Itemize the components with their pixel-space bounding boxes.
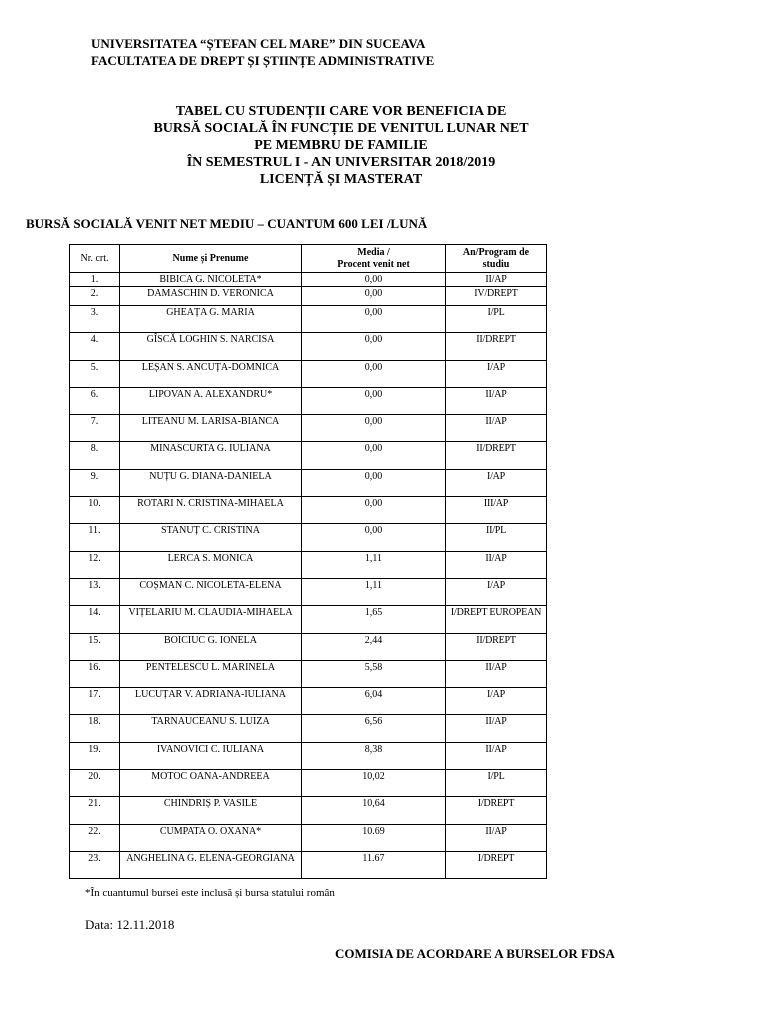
student-name: LITEANU M. LARISA-BIANCA: [120, 415, 302, 442]
study-program: I/DREPT: [446, 797, 547, 824]
table-row: [70, 497, 547, 524]
student-name: LIPOVAN A. ALEXANDRU*: [120, 387, 302, 414]
row-number: 5.: [70, 360, 120, 387]
student-name: MOTOC OANA-ANDREEA: [120, 770, 302, 797]
row-number: 19.: [70, 742, 120, 769]
row-number: 9.: [70, 469, 120, 496]
income-average: 8,38: [302, 742, 446, 769]
document-date: Data: 12.11.2018: [85, 917, 175, 932]
table-row: [70, 606, 547, 633]
student-name: GHEAȚA G. MARIA: [120, 306, 302, 333]
study-program: II/PL: [446, 524, 547, 551]
income-average: 0,00: [302, 387, 446, 414]
header-media-line-1: Media /: [357, 246, 390, 258]
income-average: 0,00: [302, 469, 446, 496]
student-name: LERCA S. MONICA: [120, 551, 302, 578]
table-row: [70, 578, 547, 605]
table-row: [70, 660, 547, 687]
income-average: 6,04: [302, 688, 446, 715]
study-program: II/DREPT: [446, 442, 547, 469]
student-name: BOICIUC G. IONELA: [120, 633, 302, 660]
table-header-row: [70, 245, 547, 273]
row-number: 17.: [70, 688, 120, 715]
income-average: 10.69: [302, 824, 446, 851]
study-program: I/DREPT: [446, 851, 547, 878]
income-average: 5,58: [302, 660, 446, 687]
income-average: 0,00: [302, 273, 446, 287]
table-row: [70, 442, 547, 469]
student-name: LUCUȚAR V. ADRIANA-IULIANA: [120, 688, 302, 715]
table-row: [70, 387, 547, 414]
row-number: 2.: [70, 287, 120, 306]
table-row: [70, 633, 547, 660]
document-title-line-3: PE MEMBRU DE FAMILIE: [254, 138, 428, 153]
row-number: 16.: [70, 660, 120, 687]
student-name: BIBICA G. NICOLETA*: [120, 273, 302, 287]
study-program: II/AP: [446, 824, 547, 851]
table-row: [70, 770, 547, 797]
study-program: I/AP: [446, 469, 547, 496]
row-number: 14.: [70, 606, 120, 633]
scholarship-table: [69, 244, 547, 879]
study-program: II/AP: [446, 273, 547, 287]
student-name: CHINDRIȘ P. VASILE: [120, 797, 302, 824]
table-row: [70, 715, 547, 742]
row-number: 15.: [70, 633, 120, 660]
header-media: [302, 245, 446, 273]
student-name: DAMASCHIN D. VERONICA: [120, 287, 302, 306]
study-program: I/AP: [446, 578, 547, 605]
student-name: LEȘAN S. ANCUȚA-DOMNICA: [120, 360, 302, 387]
income-average: 6,56: [302, 715, 446, 742]
student-name: VIȚELARIU M. CLAUDIA-MIHAELA: [120, 606, 302, 633]
document-title-line-2: BURSĂ SOCIALĂ ÎN FUNCȚIE DE VENITUL LUNAR NET: [153, 121, 529, 136]
document-title-line-5: LICENȚĂ ȘI MASTERAT: [259, 172, 423, 187]
row-number: 20.: [70, 770, 120, 797]
header-program-line-2: studiu: [482, 258, 510, 270]
student-name: CUMPATA O. OXANA*: [120, 824, 302, 851]
header-program: [446, 245, 547, 273]
header-media-line-2: Procent venit net: [337, 258, 410, 270]
table-row: [70, 797, 547, 824]
student-name: PENTELESCU L. MARINELA: [120, 660, 302, 687]
study-program: II/AP: [446, 551, 547, 578]
study-program: I/AP: [446, 360, 547, 387]
study-program: III/AP: [446, 497, 547, 524]
study-program: II/AP: [446, 660, 547, 687]
study-program: II/DREPT: [446, 633, 547, 660]
study-program: I/PL: [446, 306, 547, 333]
income-average: 11.67: [302, 851, 446, 878]
faculty-name: FACULTATEA DE DREPT ȘI ȘTIINȚE ADMINISTRATIVE: [91, 53, 435, 68]
study-program: II/DREPT: [446, 333, 547, 360]
student-name: COȘMAN C. NICOLETA-ELENA: [120, 578, 302, 605]
income-average: 0,00: [302, 306, 446, 333]
row-number: 4.: [70, 333, 120, 360]
document-title-line-1: TABEL CU STUDENȚII CARE VOR BENEFICIA DE: [175, 104, 507, 119]
table-row: [70, 524, 547, 551]
student-name: ANGHELINA G. ELENA-GEORGIANA: [120, 851, 302, 878]
table-row: [70, 469, 547, 496]
header-program-line-1: An/Program de: [462, 246, 530, 258]
student-name: GÎSCĂ LOGHIN S. NARCISA: [120, 333, 302, 360]
income-average: 2,44: [302, 633, 446, 660]
income-average: 10,64: [302, 797, 446, 824]
commission-signature: COMISIA DE ACORDARE A BURSELOR FDSA: [335, 946, 615, 961]
row-number: 1.: [70, 273, 120, 287]
document-title-line-4: ÎN SEMESTRUL I - AN UNIVERSITAR 2018/2019: [186, 155, 496, 170]
student-name: TARNAUCEANU S. LUIZA: [120, 715, 302, 742]
income-average: 1,11: [302, 551, 446, 578]
row-number: 7.: [70, 415, 120, 442]
study-program: I/PL: [446, 770, 547, 797]
income-average: 1,11: [302, 578, 446, 605]
study-program: I/AP: [446, 688, 547, 715]
header-nr: Nr. crt.: [70, 245, 120, 273]
study-program: II/AP: [446, 742, 547, 769]
table-row: [70, 688, 547, 715]
student-name: IVANOVICI C. IULIANA: [120, 742, 302, 769]
income-average: 0,00: [302, 524, 446, 551]
study-program: II/AP: [446, 715, 547, 742]
row-number: 3.: [70, 306, 120, 333]
student-name: NUȚU G. DIANA-DANIELA: [120, 469, 302, 496]
header-name: Nume și Prenume: [120, 245, 302, 273]
income-average: 0,00: [302, 360, 446, 387]
income-average: 0,00: [302, 287, 446, 306]
row-number: 18.: [70, 715, 120, 742]
row-number: 10.: [70, 497, 120, 524]
study-program: II/AP: [446, 415, 547, 442]
student-name: MINASCURTA G. IULIANA: [120, 442, 302, 469]
table-row: [70, 360, 547, 387]
income-average: 1,65: [302, 606, 446, 633]
table-row: [70, 551, 547, 578]
footnote: *În cuantumul bursei este inclusă și bursa statului român: [85, 887, 335, 899]
table-row: [70, 742, 547, 769]
row-number: 8.: [70, 442, 120, 469]
table-row: [70, 851, 547, 878]
student-name: ROTARI N. CRISTINA-MIHAELA: [120, 497, 302, 524]
section-title: BURSĂ SOCIALĂ VENIT NET MEDIU – CUANTUM 600 LEI /LUNĂ: [26, 216, 428, 231]
table-row: [70, 287, 547, 306]
table-row: [70, 824, 547, 851]
row-number: 13.: [70, 578, 120, 605]
student-name: STANUȚ C. CRISTINA: [120, 524, 302, 551]
table-row: [70, 273, 547, 287]
study-program: I/DREPT EUROPEAN: [446, 606, 547, 633]
table-row: [70, 415, 547, 442]
table-row: [70, 306, 547, 333]
income-average: 0,00: [302, 442, 446, 469]
income-average: 10,02: [302, 770, 446, 797]
income-average: 0,00: [302, 497, 446, 524]
row-number: 11.: [70, 524, 120, 551]
university-name: UNIVERSITATEA “ȘTEFAN CEL MARE” DIN SUCEAVA: [91, 36, 426, 51]
row-number: 6.: [70, 387, 120, 414]
table-row: [70, 333, 547, 360]
row-number: 21.: [70, 797, 120, 824]
income-average: 0,00: [302, 415, 446, 442]
row-number: 12.: [70, 551, 120, 578]
income-average: 0,00: [302, 333, 446, 360]
study-program: IV/DREPT: [446, 287, 547, 306]
row-number: 22.: [70, 824, 120, 851]
study-program: II/AP: [446, 387, 547, 414]
row-number: 23.: [70, 851, 120, 878]
